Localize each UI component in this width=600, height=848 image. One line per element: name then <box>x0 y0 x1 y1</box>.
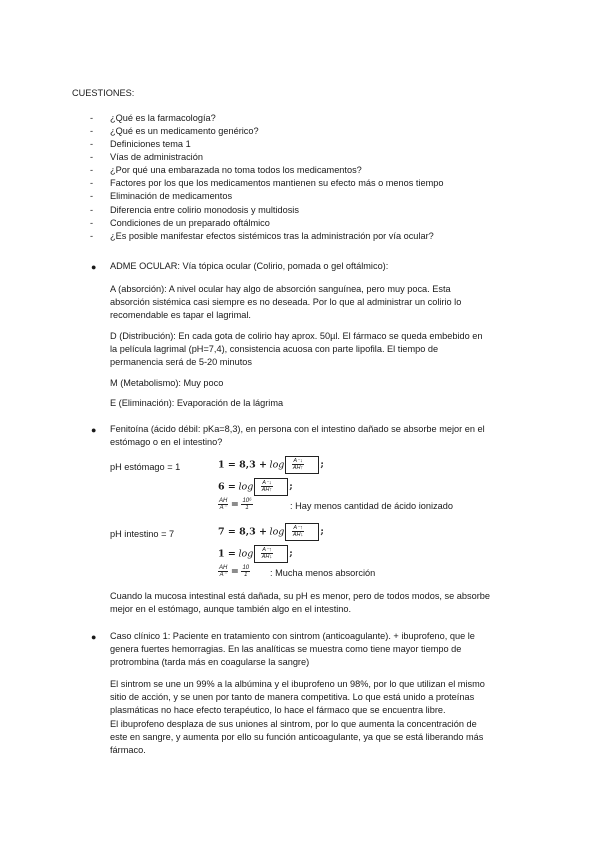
log-label: log <box>238 548 254 560</box>
caso-body-line: fármaco. <box>110 745 146 755</box>
fenitoina-conclusion: Cuando la mucosa intestinal está dañada, su pH es menor, pero de todos modos, se absorbe <box>110 591 490 601</box>
list-dash: - <box>90 152 94 162</box>
adme-a-line: A (absorción): A nivel ocular hay algo de absorción sanguínea, pero muy poca. Esta <box>110 284 451 294</box>
intestine-note: : Mucha menos absorción <box>270 568 376 578</box>
ratio-den: A⁻ <box>219 572 227 578</box>
question-item: ¿Qué es un medicamento genérico? <box>110 126 259 136</box>
caso-body-line: El ibuprofeno desplaza de sus uniones al sintrom, por lo que aumenta la concentración de <box>110 719 477 729</box>
bracket <box>285 523 316 541</box>
question-item: Eliminación de medicamentos <box>110 191 233 201</box>
question-item: Factores por los que los medicamentos mantienen su efecto más o menos tiempo <box>110 178 444 188</box>
stomach-eq2: 6 = log $\frac{A^-↓}{AH↑}$ ; <box>218 478 293 496</box>
log-label: log <box>269 459 285 471</box>
question-item: Diferencia entre colirio monodosis y multidosis <box>110 205 299 215</box>
list-dash: - <box>90 178 94 188</box>
adme-d-line: D (Distribución): En cada gota de colirio hay aprox. 50µl. El fármaco se queda embebido en <box>110 331 483 341</box>
ratio-den: A⁻ <box>219 505 227 511</box>
frac-num: A⁻↓ <box>262 480 272 486</box>
frac-num: A⁻↑ <box>293 525 303 531</box>
caso-body-line: sitio de acción, y se unen por tanto de manera competitiva. Lo que está unido a proteínas <box>110 692 475 702</box>
adme-a-line: absorción sistémica casi siempre es no deseada. Por lo que al administrar un colirio lo <box>110 297 462 307</box>
eq-left: 6 = <box>218 481 236 493</box>
adme-d-line: la película lagrimal (pH=7,4), consistencia acuosa con parte lipofila. El tiempo de <box>110 344 439 354</box>
intestine-eq2: 1 = log $\frac{A^-↑}{AH↓}$ ; <box>218 545 293 563</box>
intestine-ratio: $\frac{AH}{A^-}$ = $\frac{10}{1}$ <box>219 565 250 578</box>
caso-line: protrombina (tarda más en coagularse la sangre) <box>110 657 310 667</box>
stomach-note: : Hay menos cantidad de ácido ionizado <box>290 501 453 511</box>
adme-a-line: recomendable es tapar el lagrimal. <box>110 310 251 320</box>
question-item: ¿Por qué una embarazada no toma todos los medicamentos? <box>110 165 362 175</box>
stomach-eq1: 1 = 8,3 + log $\frac{A^-↓}{AH↑}$ ; <box>218 456 324 474</box>
frac-den: AH↓ <box>261 554 273 560</box>
adme-d-line: permanencia será de 5-20 minutos <box>110 357 252 367</box>
eq-left: 1 = <box>218 548 236 560</box>
section-heading: CUESTIONES: <box>72 88 135 98</box>
ratio-val-num: 10 <box>242 565 250 571</box>
list-dash: - <box>90 191 94 201</box>
stomach-label: pH estómago = 1 <box>110 462 181 472</box>
question-item: ¿Qué es la farmacología? <box>110 113 216 123</box>
question-item: Condiciones de un preparado oftálmico <box>110 218 270 228</box>
intestine-label: pH intestino = 7 <box>110 529 175 539</box>
log-label: log <box>238 481 254 493</box>
eq-left: 1 = 8,3 + <box>218 459 267 471</box>
ratio-val-den: 1 <box>245 505 249 511</box>
stomach-ratio: $\frac{AH}{A^-}$ = $\frac{\text{10⁶}}{1}$ <box>219 498 252 511</box>
bracket <box>254 478 285 496</box>
caso-body-line: este en sangre, y aumenta por ello su función anticoagulante, ya que se está liberando más <box>110 732 484 742</box>
caso-body-line: plasmáticas no hace efecto terapéutico, lo hace el fármaco que se encuentra libre. <box>110 705 446 715</box>
list-dash: - <box>90 113 94 123</box>
question-item: ¿Es posible manifestar efectos sistémicos tras la administración por vía ocular? <box>110 231 434 241</box>
frac-den: AH↑ <box>261 487 273 493</box>
intestine-eq1: 7 = 8,3 + log $\frac{A^-↑}{AH↓}$ ; <box>218 523 324 541</box>
question-item: Definiciones tema 1 <box>110 139 191 149</box>
bullet-icon: ● <box>91 632 97 642</box>
ratio-val-num: 10⁶ <box>242 498 252 504</box>
frac-den: AH↓ <box>292 532 304 538</box>
list-dash: - <box>90 139 94 149</box>
frac-num: A⁻↓ <box>293 458 303 464</box>
bullet-icon: ● <box>91 425 97 435</box>
fenitoina-line: estómago o en el intestino? <box>110 437 223 447</box>
list-dash: - <box>90 126 94 136</box>
caso-line: genera fuertes hemorragias. En las analíticas se muestra como tiene mayor tiempo de <box>110 644 462 654</box>
list-dash: - <box>90 231 94 241</box>
ratio-val-den: 1 <box>244 572 248 578</box>
ratio-num: AH <box>219 498 228 504</box>
adme-m: M (Metabolismo): Muy poco <box>110 378 224 388</box>
adme-e: E (Eliminación): Evaporación de la lágrima <box>110 398 284 408</box>
bracket <box>285 456 316 474</box>
ratio-num: AH <box>219 565 228 571</box>
fenitoina-conclusion: mejor en el estómago, aunque también algo en el intestino. <box>110 604 352 614</box>
log-label: log <box>269 526 285 538</box>
bullet-icon: ● <box>91 262 97 272</box>
frac-den: AH↑ <box>292 465 304 471</box>
frac-num: A⁻↑ <box>262 547 272 553</box>
caso-line: Caso clínico 1: Paciente en tratamiento con sintrom (anticoagulante). + ibuprofeno, que le <box>110 631 475 641</box>
list-dash: - <box>90 218 94 228</box>
caso-body-line: El sintrom se une un 99% a la albúmina y el ibuprofeno un 98%, por lo que utilizan el mismo <box>110 679 485 689</box>
eq-left: 7 = 8,3 + <box>218 526 267 538</box>
adme-title: ADME OCULAR: Vía tópica ocular (Colirio, pomada o gel oftálmico): <box>110 261 389 271</box>
list-dash: - <box>90 165 94 175</box>
question-item: Vías de administración <box>110 152 203 162</box>
fenitoina-line: Fenitoína (ácido débil: pKa=8,3), en persona con el intestino dañado se absorbe mejor en el <box>110 424 485 434</box>
bracket <box>254 545 285 563</box>
list-dash: - <box>90 205 94 215</box>
